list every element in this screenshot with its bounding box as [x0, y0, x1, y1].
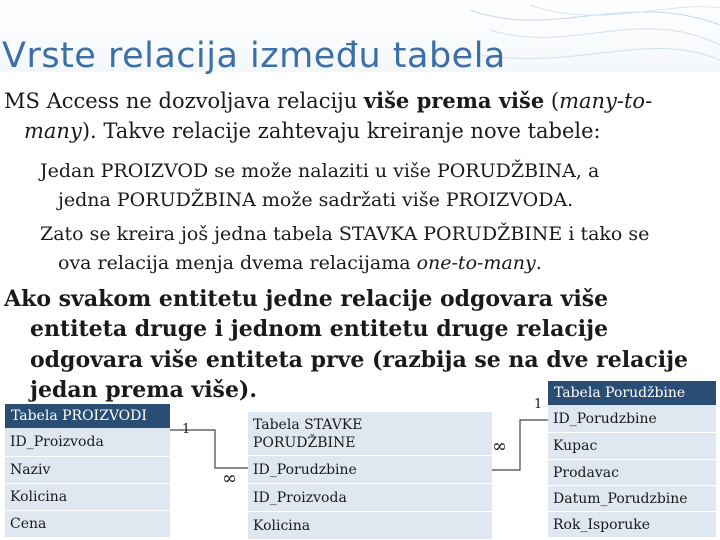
- subbullet-1-text: Jedan PROIZVOD se može nalaziti u više PORUDŽBINA, a: [40, 160, 600, 182]
- bullet-2-line2: entiteta druge i jednom entitetu druge relacije: [30, 316, 609, 342]
- subbullet-2-italic: one-to-many: [416, 252, 536, 274]
- table-row: ID_Porudzbine: [248, 456, 492, 484]
- table-row: Datum_Porudzbine: [548, 486, 716, 512]
- slide-title: Vrste relacija između tabela: [2, 36, 506, 76]
- subbullet-2-period: .: [535, 252, 542, 274]
- subbullet-1: [40, 160, 599, 182]
- subbullet-2-text: Zato se kreira još jedna tabela STAVKA PORUDŽBINE i tako se: [40, 223, 650, 245]
- table-stavke-title-line2: PORUDŽBINE: [253, 435, 356, 451]
- table-row: Cena: [5, 511, 170, 538]
- decorative-swoosh: [470, 0, 720, 72]
- subbullet-2-text-cont: ova relacija menja dvema relacijama: [58, 252, 417, 274]
- table-row: Kupac: [548, 433, 716, 460]
- subbullet-2-line2: [58, 252, 542, 274]
- bullet-2-line4: jedan prema više).: [30, 377, 258, 403]
- bullet-1-line1: [4, 88, 652, 113]
- bullet-1-line2: [24, 119, 601, 143]
- table-row: Naziv: [5, 457, 170, 484]
- table-row: ID_Porudzbine: [548, 405, 716, 433]
- table-row: ID_Proizvoda: [248, 484, 492, 512]
- subbullet-2: [40, 223, 649, 245]
- bullet-1-paren: (: [544, 89, 560, 113]
- relation-right-many: ∞: [492, 436, 507, 457]
- table-stavke-title-line1: Tabela STAVKE: [253, 417, 363, 433]
- bullet-1-bold: više prema više: [363, 88, 545, 113]
- bullet-1-italic-cont: many: [24, 119, 82, 143]
- table-row: Kolicina: [5, 484, 170, 511]
- bullet-1-text: MS Access ne dozvoljava relaciju: [4, 89, 364, 113]
- bullet-1-italic: many-to-: [559, 89, 653, 113]
- relation-left-many: ∞: [222, 468, 237, 489]
- table-proizvodi-title: Tabela PROIZVODI: [5, 404, 170, 428]
- relation-right-one: 1: [534, 397, 543, 412]
- table-row: ID_Proizvoda: [5, 428, 170, 457]
- bullet-2-line1: [4, 286, 608, 312]
- bullet-1-text-cont: ). Takve relacije zahtevaju kreiranje nove tabele:: [81, 119, 601, 143]
- table-row: Kolicina: [248, 512, 492, 540]
- table-stavke-title: [248, 412, 492, 456]
- table-porudzbine-title: Tabela Porudžbine: [548, 381, 716, 405]
- relation-left-one: 1: [182, 422, 191, 437]
- bullet-2-text: Ako svakom entitetu jedne relacije odgovara više: [4, 286, 609, 312]
- bullet-2-line3: odgovara više entiteta prve (razbija se na dve relacije: [30, 347, 689, 373]
- table-row: Rok_Isporuke: [548, 512, 716, 538]
- table-row: Prodavac: [548, 460, 716, 486]
- subbullet-1-line2: jedna PORUDŽBINA može sadržati više PROIZVODA.: [58, 189, 574, 211]
